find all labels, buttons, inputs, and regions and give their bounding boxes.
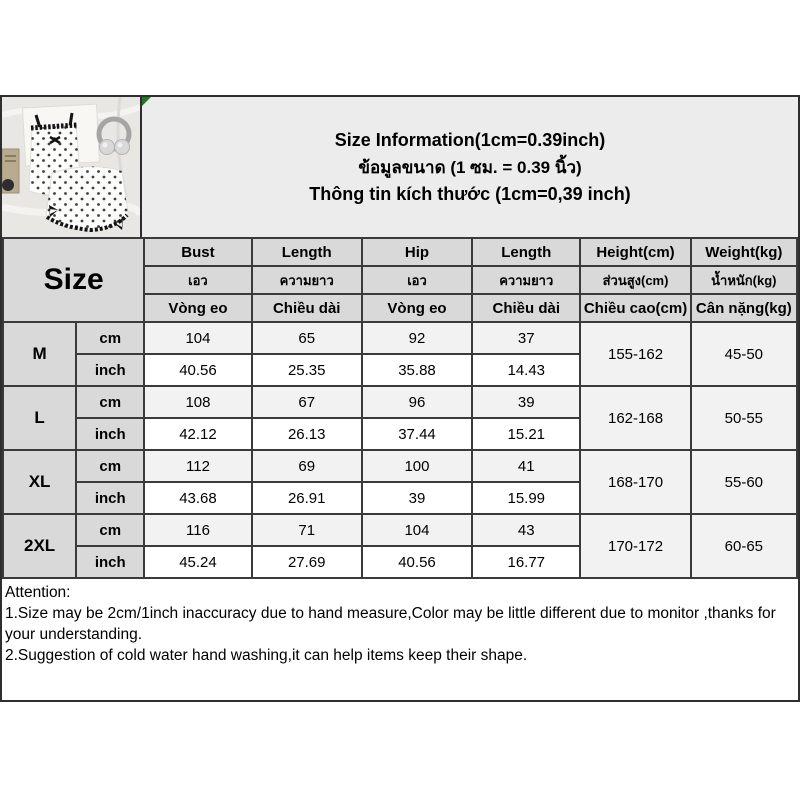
row-xl-cm — [3, 450, 797, 482]
header-bust-vi: Vòng eo — [144, 294, 251, 322]
row-2xl-cm — [3, 514, 797, 546]
cell-m-inch-length1: 25.35 — [252, 354, 362, 386]
cell-2xl-inch-length2: 16.77 — [472, 546, 580, 578]
cell-xl-cm-bust: 112 — [144, 450, 251, 482]
size-label-2xl: 2XL — [3, 514, 76, 578]
unit-cm-label: cm — [76, 322, 144, 354]
header-length1-vi: Chiều dài — [252, 294, 362, 322]
unit-cm-label: cm — [76, 514, 144, 546]
header-height-th: ส่วนสูง(cm) — [580, 266, 690, 294]
cell-m-height: 155-162 — [580, 322, 690, 386]
row-m-cm — [3, 322, 797, 354]
header-bust-th: เอว — [144, 266, 251, 294]
top-section — [2, 97, 798, 237]
cell-2xl-cm-bust: 116 — [144, 514, 251, 546]
header-length2-vi: Chiều dài — [472, 294, 580, 322]
cell-l-weight: 50-55 — [691, 386, 797, 450]
unit-inch-label: inch — [76, 418, 144, 450]
attention-notes — [2, 579, 798, 700]
size-label-m: M — [3, 322, 76, 386]
unit-inch-label: inch — [76, 546, 144, 578]
cell-2xl-weight: 60-65 — [691, 514, 797, 578]
unit-inch-label: inch — [76, 482, 144, 514]
header-row-en — [3, 238, 797, 266]
attention-heading: Attention: — [5, 584, 71, 601]
header-hip-en: Hip — [362, 238, 472, 266]
cell-2xl-cm-length2: 43 — [472, 514, 580, 546]
cell-m-inch-hip: 35.88 — [362, 354, 472, 386]
product-photo — [2, 97, 142, 237]
cell-2xl-inch-length1: 27.69 — [252, 546, 362, 578]
cell-m-inch-length2: 14.43 — [472, 354, 580, 386]
cell-l-height: 162-168 — [580, 386, 690, 450]
header-bust-en: Bust — [144, 238, 251, 266]
cell-2xl-height: 170-172 — [580, 514, 690, 578]
size-info-panel — [0, 95, 800, 702]
size-header-cell: Size — [3, 238, 144, 322]
header-height-vi: Chiều cao(cm) — [580, 294, 690, 322]
page-title-vi: Thông tin kích thước (1cm=0,39 inch) — [309, 183, 631, 204]
cell-l-inch-length2: 15.21 — [472, 418, 580, 450]
row-l-cm — [3, 386, 797, 418]
cell-m-cm-hip: 92 — [362, 322, 472, 354]
cell-m-inch-bust: 40.56 — [144, 354, 251, 386]
header-length2-th: ความยาว — [472, 266, 580, 294]
unit-inch-label: inch — [76, 354, 144, 386]
cell-l-inch-hip: 37.44 — [362, 418, 472, 450]
cell-l-cm-bust: 108 — [144, 386, 251, 418]
unit-cm-label: cm — [76, 450, 144, 482]
attention-note-2: 2.Suggestion of cold water hand washing,it can help items keep their shape. — [5, 647, 528, 664]
green-corner-marker — [142, 97, 151, 106]
cell-2xl-inch-bust: 45.24 — [144, 546, 251, 578]
header-weight-vi: Cân nặng(kg) — [691, 294, 797, 322]
size-label-l: L — [3, 386, 76, 450]
cell-m-cm-length2: 37 — [472, 322, 580, 354]
header-weight-en: Weight(kg) — [691, 238, 797, 266]
header-hip-vi: Vòng eo — [362, 294, 472, 322]
size-table — [2, 237, 798, 579]
unit-cm-label: cm — [76, 386, 144, 418]
header-height-en: Height(cm) — [580, 238, 690, 266]
header-hip-th: เอว — [362, 266, 472, 294]
cell-l-inch-length1: 26.13 — [252, 418, 362, 450]
attention-note-1: 1.Size may be 2cm/1inch inaccuracy due to hand measure,Color may be little different due to monitor ,thanks for your understanding. — [5, 605, 776, 643]
cell-l-cm-length1: 67 — [252, 386, 362, 418]
cell-xl-inch-bust: 43.68 — [144, 482, 251, 514]
cell-l-inch-bust: 42.12 — [144, 418, 251, 450]
cell-2xl-cm-hip: 104 — [362, 514, 472, 546]
cell-l-cm-length2: 39 — [472, 386, 580, 418]
cell-xl-inch-length2: 15.99 — [472, 482, 580, 514]
pajama-set-illustration — [2, 97, 140, 237]
header-length2-en: Length — [472, 238, 580, 266]
cell-m-cm-length1: 65 — [252, 322, 362, 354]
header-length1-en: Length — [252, 238, 362, 266]
cell-xl-cm-length2: 41 — [472, 450, 580, 482]
cell-m-weight: 45-50 — [691, 322, 797, 386]
cell-xl-height: 168-170 — [580, 450, 690, 514]
cell-2xl-inch-hip: 40.56 — [362, 546, 472, 578]
cell-xl-cm-length1: 69 — [252, 450, 362, 482]
cell-xl-cm-hip: 100 — [362, 450, 472, 482]
cell-xl-inch-hip: 39 — [362, 482, 472, 514]
cell-xl-inch-length1: 26.91 — [252, 482, 362, 514]
page-title-en: Size Information(1cm=0.39inch) — [334, 129, 606, 150]
title-area — [142, 97, 798, 237]
cell-xl-weight: 55-60 — [691, 450, 797, 514]
page-title-th: ข้อมูลขนาด (1 ซม. = 0.39 นิ้ว) — [358, 157, 582, 177]
size-label-xl: XL — [3, 450, 76, 514]
header-length1-th: ความยาว — [252, 266, 362, 294]
cell-m-cm-bust: 104 — [144, 322, 251, 354]
cell-2xl-cm-length1: 71 — [252, 514, 362, 546]
header-weight-th: น้ำหนัก(kg) — [691, 266, 797, 294]
cell-l-cm-hip: 96 — [362, 386, 472, 418]
